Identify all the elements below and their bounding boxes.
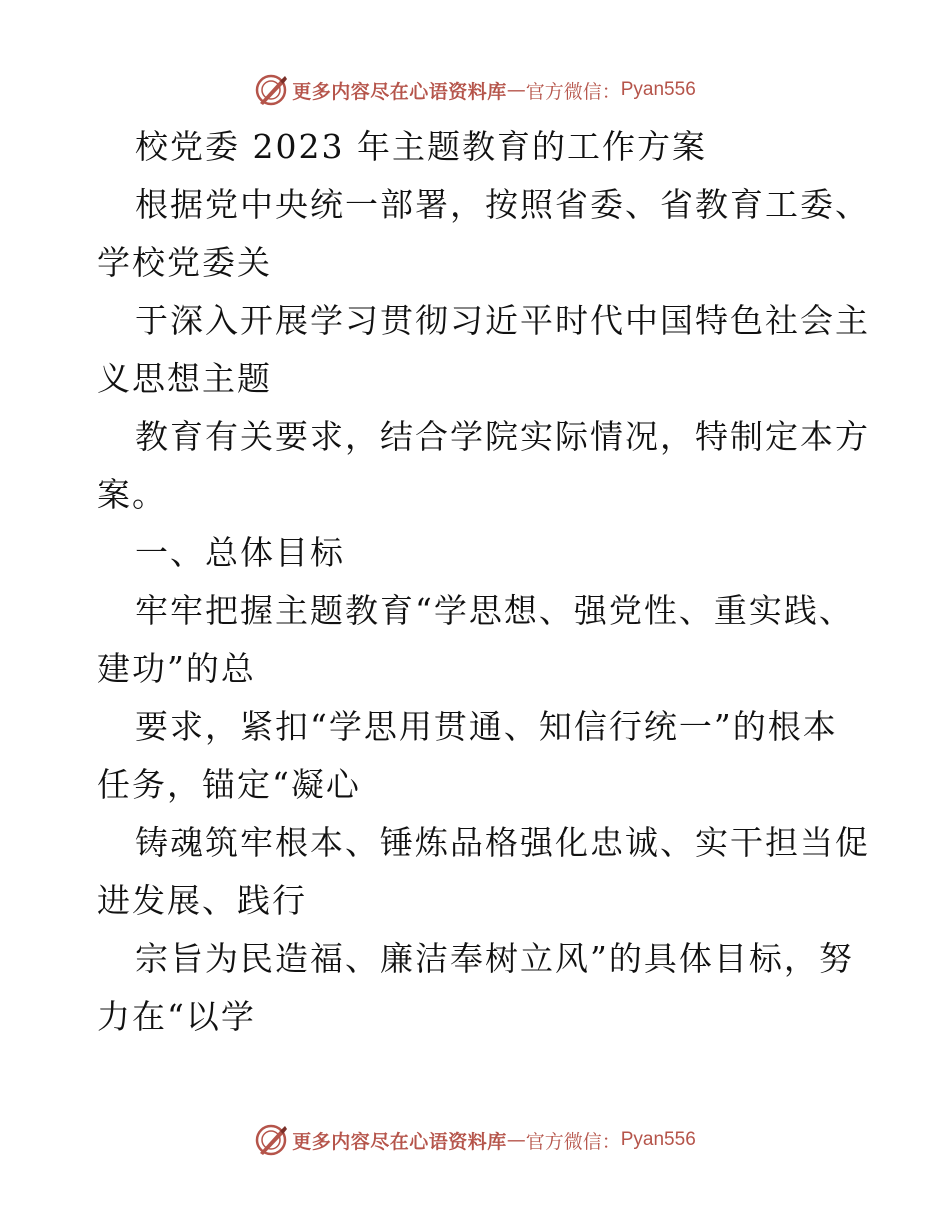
banner-dash: —	[506, 1129, 526, 1151]
banner-main-text: 更多内容尽在心语资料库	[292, 1130, 507, 1153]
pen-logo-icon	[254, 1123, 288, 1157]
banner-dash: —	[506, 79, 526, 101]
footer-banner	[0, 1120, 950, 1160]
banner-wechat-id: Pyan556	[620, 79, 696, 100]
banner-sub-text: 官方微信：	[525, 1130, 621, 1153]
paragraph: 根据党中央统一部署，按照省委、省教育工委、 学校党委关	[97, 185, 870, 282]
section-heading: 一、总体目标	[135, 533, 345, 572]
banner-main-text: 更多内容尽在心语资料库	[292, 80, 507, 103]
paragraph: 教育有关要求，结合学院实际情况，特制定本方 案。	[97, 417, 870, 514]
paragraph: 铸魂筑牢根本、锤炼品格强化忠诚、实干担当促 进发展、践行	[97, 823, 870, 920]
banner-sub-text: 官方微信：	[525, 80, 621, 103]
document-title: 校党委 2023 年主题教育的工作方案	[135, 127, 707, 166]
paragraph: 宗旨为民造福、廉洁奉树立风”的具体目标，努 力在“以学	[97, 939, 854, 1036]
document-body	[97, 118, 870, 1046]
paragraph: 牢牢把握主题教育“学思想、强党性、重实践、 建功”的总	[97, 591, 854, 688]
header-banner	[0, 70, 950, 110]
pen-logo-icon	[254, 73, 288, 107]
banner-wechat-id: Pyan556	[620, 1129, 696, 1150]
paragraph: 于深入开展学习贯彻习近平时代中国特色社会主 义思想主题	[97, 301, 870, 398]
paragraph: 要求，紧扣“学思用贯通、知信行统一”的根本 任务，锚定“凝心	[97, 707, 838, 804]
